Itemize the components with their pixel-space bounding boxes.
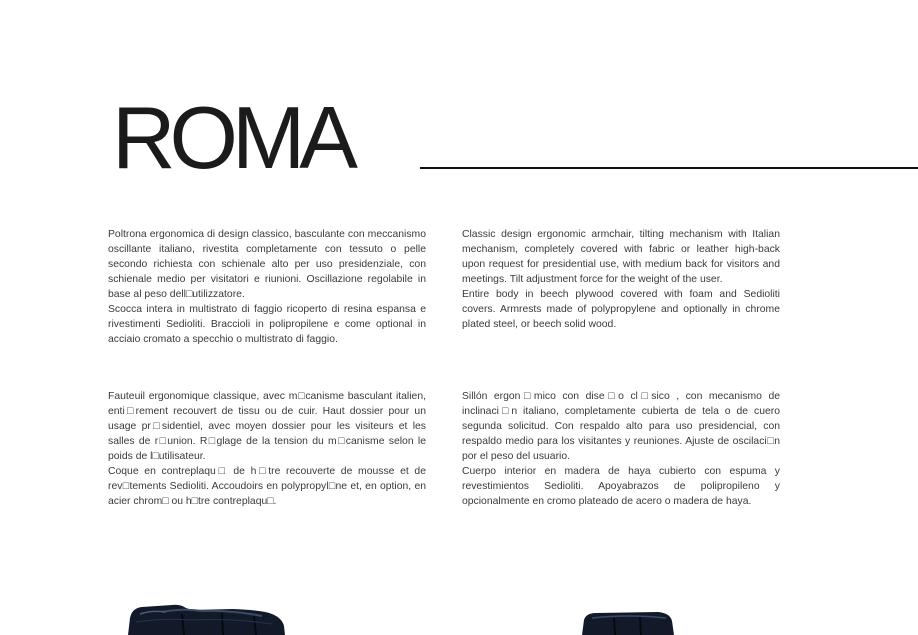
description-english-p1: Classic design ergonomic armchair, tilting mechanism with Italian mechanism, completely covered with fabric or leather high-back upon request for presidential use, with medium back for visitors and meetings. Tilt adjustment force for the weight of the user. — [462, 229, 780, 285]
description-french — [108, 389, 426, 509]
description-spanish — [462, 389, 780, 509]
description-french-p1: Fauteuil ergonomique classique, avec m□canisme basculant italien, enti□rement recouvert de tissu ou de cuir. Haut dossier pour un usage pr□sidentiel, avec moyen dossier pour les visiteurs et les salles de r□union. R□glage de la tension du m□canisme selon le poids de l□utilisateur. — [108, 391, 426, 462]
chair-image-high-back — [122, 604, 288, 635]
description-italian-p1: Poltrona ergonomica di design classico, basculante con meccanismo oscillante italiano, rivestita completamente con tessuto o pelle secondo richiesta con schienale alto per uso presidenziale, con schienale medio per visitatori e riunioni. Oscillazione regolabile in base al peso dell□utilizzatore. — [108, 229, 426, 300]
description-english — [462, 227, 780, 332]
description-spanish-p1: Sillón ergon□mico con dise□o cl□sico , con mecanismo de inclinaci□n italiano, completamente cubierta de tela o de cuero segunda solicitud. Con respaldo alto para uso presidencial, con respaldo medio para los visitantes y reuniones. Ajuste de oscilaci□n por el peso del usuario. — [462, 391, 780, 462]
description-italian-p2: Scocca intera in multistrato di faggio ricoperto di resina espansa e rivestimenti Sedioliti. Braccioli in polipropilene e come optional in acciaio cromato a specchio o multistrato di faggio. — [108, 304, 426, 345]
chair-image-medium-back — [578, 612, 678, 635]
product-title: ROMA — [112, 88, 352, 187]
title-rule — [420, 167, 918, 169]
description-english-p2: Entire body in beech plywood covered with foam and Sedioliti covers. Armrests made of polypropylene and optionally in chrome plated steel, or beech solid wood. — [462, 289, 780, 330]
description-italian — [108, 227, 426, 347]
description-spanish-p2: Cuerpo interior en madera de haya cubierto con espuma y revestimientos Sedioliti. Apoyabrazos de polipropileno y opcionalmente en cromo plateado de acero o madera de haya. — [462, 466, 780, 507]
description-french-p2: Coque en contreplaqu□ de h□tre recouverte de mousse et de rev□tements Sedioliti. Accoudoirs en polypropyl□ne et, en option, en acier chrom□ ou h□tre contreplaqu□. — [108, 466, 426, 507]
